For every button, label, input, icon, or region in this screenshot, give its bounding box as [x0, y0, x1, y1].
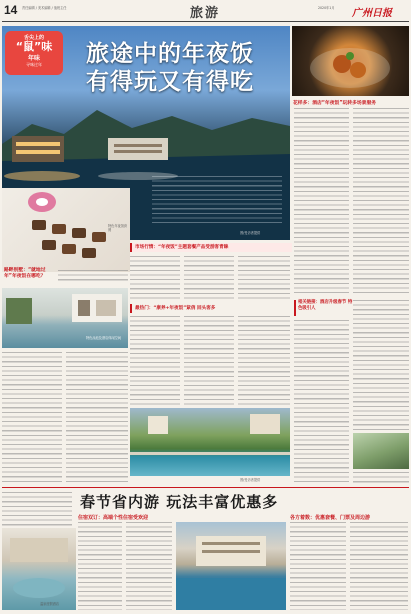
bottom-lead-text — [2, 492, 72, 526]
resort-building-icon — [130, 408, 290, 476]
hero-title-line2: 有得玩又有得吃 — [86, 69, 254, 95]
dish-bowl-icon — [292, 26, 409, 96]
section-heading-2: 最热门：“康养+年夜饭”紧俏 回头客多 — [135, 306, 216, 311]
side-photo — [353, 433, 409, 469]
bottom-text-1 — [78, 522, 122, 610]
bottom-text-4 — [350, 522, 408, 610]
hero-title-line1: 旅途中的年夜饭 — [86, 41, 254, 67]
bottom-headline: 春节省内游 玩法丰富优惠多 — [80, 493, 279, 511]
side-heading: 相关链接：酒店升级春节 特色吸引人 — [298, 300, 353, 311]
side-text-3 — [353, 472, 409, 484]
resort-photo-credit: 图/受访者提供 — [240, 478, 261, 482]
left-text-1 — [2, 352, 62, 484]
topic-badge — [5, 31, 63, 75]
masthead-rule — [2, 21, 409, 22]
section-title: 旅游 — [190, 6, 221, 21]
bottom-resort-photo — [176, 522, 286, 610]
badge-line4: 年味 — [27, 55, 40, 62]
hotel-pool-icon — [176, 522, 286, 610]
bottom-text-3 — [290, 522, 346, 610]
hot-spring-icon — [2, 528, 76, 610]
section-heading-2-bar — [130, 304, 292, 313]
mid-text-5 — [184, 316, 234, 406]
pic-caption-2: 特色泳池及酒店休闲空间 — [86, 336, 122, 340]
newspaper-name: 广州日报 — [352, 8, 392, 19]
section-divider — [2, 487, 409, 488]
left-text-2 — [66, 352, 128, 484]
mid-text-6 — [238, 316, 290, 406]
masthead-date: 2020年1月 — [318, 6, 335, 10]
mid-text-1 — [130, 256, 180, 302]
mid-text-4 — [130, 316, 180, 406]
badge-line3: 味 — [41, 40, 53, 53]
right-column-text-2 — [353, 108, 409, 296]
section-heading-1: 市场行情：“年夜饭”主题套餐产品受游客青睐 — [135, 245, 229, 250]
bottom-sub-right: 各方着数：优惠套餐、门票及周边游 — [290, 515, 371, 521]
badge-line1: 舌尖上的 — [23, 35, 44, 41]
left-short-text — [58, 270, 128, 282]
hot-spring-photo — [2, 528, 76, 610]
left-caption: 路畔别墅：“就地过年”年夜饭在哪吃？ — [4, 268, 46, 279]
page-meta: 责任编辑 / 美术编辑 / 值班主任 — [22, 6, 67, 10]
side-text-1 — [294, 320, 349, 482]
right-column-text-1 — [294, 108, 349, 296]
lead-heading: 花样多：酒店“年夜饭”玩转多场景服务 — [293, 101, 377, 106]
side-text-2 — [353, 300, 409, 430]
badge-line2: “鼠” — [15, 40, 42, 53]
mid-text-3 — [238, 256, 290, 302]
side-heading-box — [294, 300, 354, 316]
pic-caption-1: 特色年夜饭套餐 — [108, 224, 128, 233]
food-photo-top-right — [292, 26, 409, 96]
hero-photo-credit: 图/受访者提供 — [240, 231, 261, 235]
masthead — [0, 0, 411, 26]
section-heading-1-bar — [130, 243, 292, 252]
bottom-text-2 — [126, 522, 172, 610]
page-number: 14 — [4, 3, 18, 17]
bottom-sub-left: 住宿双订：高端个性住宿受欢迎 — [78, 515, 149, 521]
hero-intro-text — [152, 176, 282, 224]
bottom-pic-caption: 温泉度假酒店 — [40, 602, 60, 606]
badge-line5: 寻味过年 — [26, 62, 42, 67]
resort-photo — [130, 408, 290, 476]
mid-text-2 — [184, 256, 234, 302]
